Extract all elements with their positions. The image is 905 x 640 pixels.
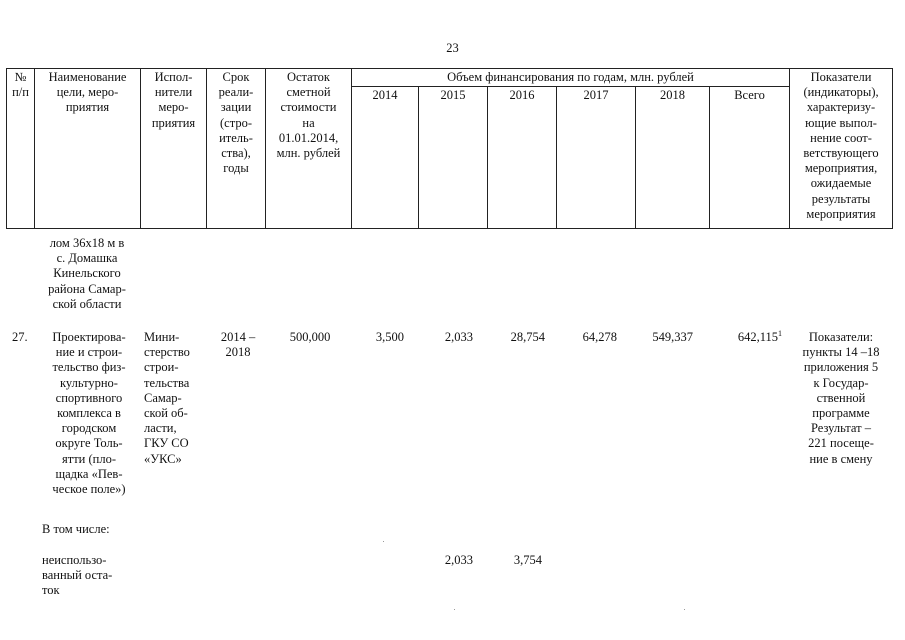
row27-remainder: 500,000 — [289, 330, 331, 344]
header-indicators-text: Показатели (индикаторы), характеризу- ющие выпол- нение соот- ветствующего мероприятия, ожидаемые результаты мероприятия — [803, 70, 879, 221]
header-year-2018: 2018 — [636, 87, 710, 229]
row27-term: 2014 – 2018 — [220, 330, 256, 360]
continued-text: лом 36х18 м в с. Домашка Кинельского района Самар- ской области — [48, 236, 126, 311]
header-financing: Объем финансирования по годам, млн. рублей — [352, 69, 790, 87]
header-executors-text: Испол- нители меро- приятия — [151, 70, 196, 130]
row27-total — [712, 330, 782, 345]
scan-speck — [383, 541, 384, 542]
row27-executors: Мини- стерство строи- тельства Самар- ской об- ласти, ГКУ СО «УКС» — [144, 330, 190, 466]
header-name-text: Наименование цели, меро- приятия — [48, 70, 127, 115]
row27-indicators: Показатели: пункты 14 –18 приложения 5 к Государ- ственной программе Результат – 221 посеще- ние в смену — [802, 330, 880, 466]
header-remainder — [266, 69, 352, 229]
including-label: В том числе: — [42, 522, 110, 536]
row27-2014: 3,500 — [375, 330, 404, 344]
row27-num: 27. — [12, 330, 28, 344]
header-name — [35, 69, 141, 229]
row27-2018: 549,337 — [652, 330, 693, 344]
row27-name: Проектирова- ние и строи- тельство физ- культурно- спортивного комплекса в городском округе Толь- ятти (пло- щадка «Пев- ческое поле») — [52, 330, 126, 497]
row27-total-footnote: 1 — [778, 328, 782, 338]
header-indicators — [790, 69, 893, 229]
header-term — [207, 69, 266, 229]
unused-name: неиспользо- ванный оста- ток — [42, 553, 113, 598]
header-num-text: № п/п — [12, 70, 29, 100]
unused-2015: 2,033 — [444, 553, 473, 567]
header-year-total: Всего — [710, 87, 790, 229]
unused-2016: 3,754 — [513, 553, 542, 567]
table-header — [6, 68, 893, 229]
header-executors — [141, 69, 207, 229]
row27-2017: 64,278 — [582, 330, 617, 344]
header-year-2014: 2014 — [352, 87, 419, 229]
header-year-2016: 2016 — [488, 87, 557, 229]
scan-speck — [454, 609, 455, 610]
row27-total-value: 642,115 — [737, 330, 778, 344]
header-year-2017: 2017 — [557, 87, 636, 229]
scan-speck — [684, 609, 685, 610]
header-remainder-text: Остаток сметной стоимости на 01.01.2014, млн. рублей — [276, 70, 341, 161]
header-year-2015: 2015 — [419, 87, 488, 229]
header-term-text: Срок реали- зации (стро- итель- ства), годы — [218, 70, 254, 176]
row27-2016: 28,754 — [510, 330, 545, 344]
header-num — [7, 69, 35, 229]
row27-2015: 2,033 — [444, 330, 473, 344]
page-number: 23 — [446, 41, 459, 55]
